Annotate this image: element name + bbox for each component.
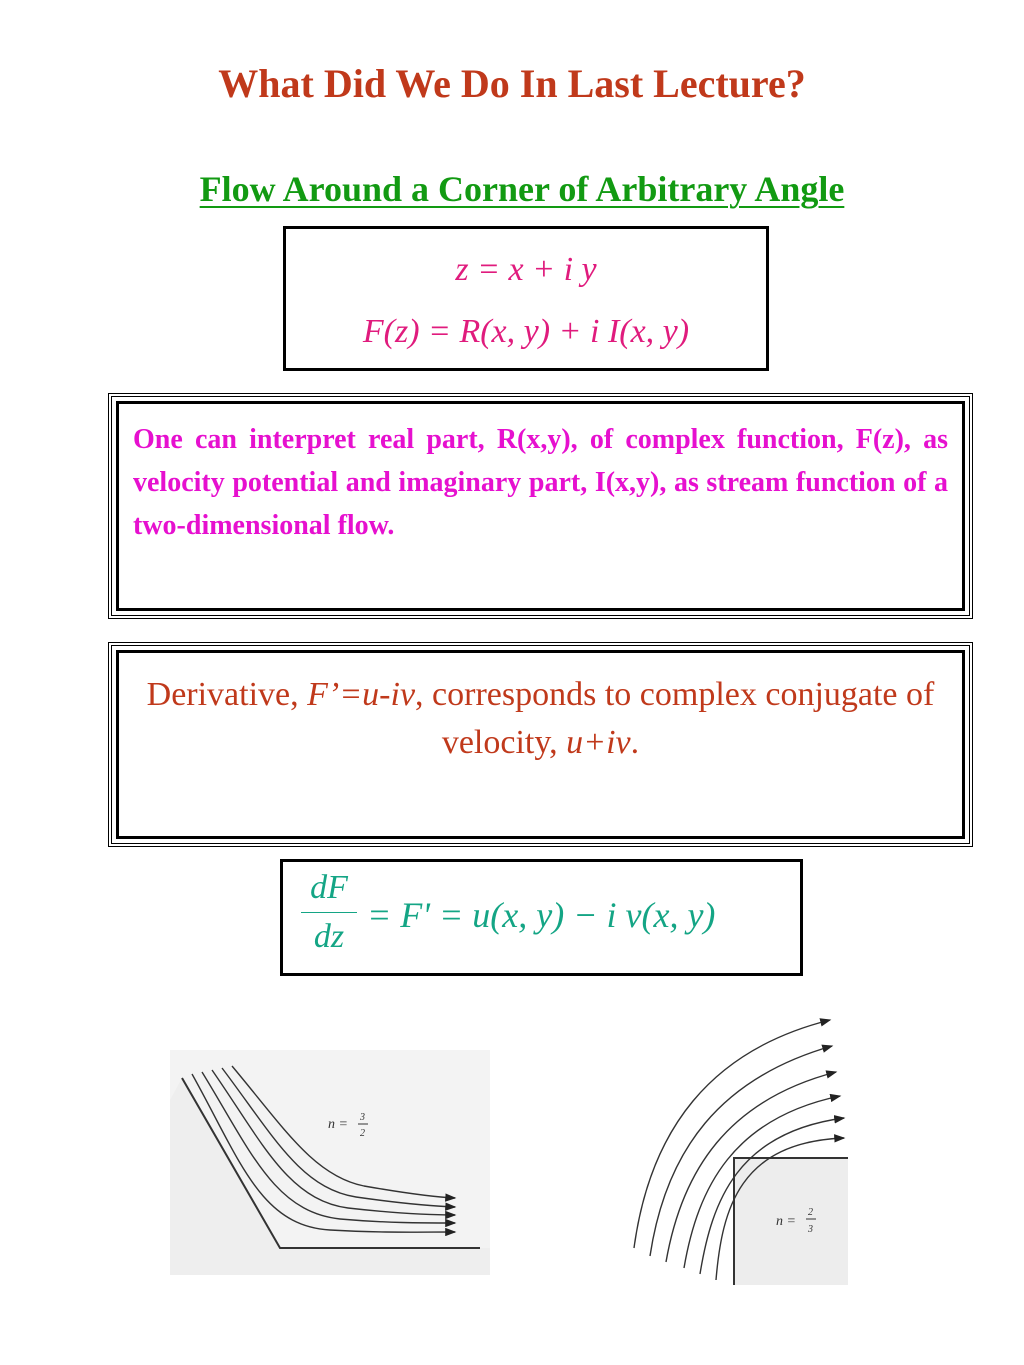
interpretation-inner-frame (116, 401, 965, 611)
fraction-denominator: dz (313, 918, 345, 955)
corner-flow-figure-n-3-2 (170, 1050, 490, 1275)
derivative-text-end: . (630, 724, 640, 761)
n-numerator-right: 2 (808, 1207, 813, 1218)
derivative-box (108, 642, 973, 847)
derivative-text-middle: , corresponds to complex conjugate of velocity, (415, 676, 935, 761)
derivative-equation-box (280, 859, 803, 976)
derivative-expression: F’=u-iv (307, 676, 416, 713)
derivative-equation-rhs: = F' = u(x, y) − i v(x, y) (367, 895, 716, 935)
complex-function-equation-box (283, 226, 769, 371)
n-denominator-left: 2 (360, 1128, 365, 1139)
n-label-left: n = (328, 1117, 348, 1132)
equation-z-definition: z = x + i y (455, 251, 597, 288)
n-numerator-left: 3 (360, 1112, 365, 1123)
section-subtitle: Flow Around a Corner of Arbitrary Angle (199, 169, 845, 209)
fraction-numerator: dF (310, 869, 348, 906)
dF-dz-fraction (301, 868, 357, 957)
derivative-inner-frame (116, 650, 965, 839)
interpretation-text: One can interpret real part, R(x,y), of complex function, F(z), as velocity potential and imaginary part, I(x,y), as stream function of a two-dimensional flow. (133, 424, 948, 541)
page-title: What Did We Do In Last Lecture? (218, 61, 806, 106)
n-label-right: n = (776, 1214, 796, 1229)
derivative-text (139, 671, 942, 767)
corner-flow-figure-n-2-3 (600, 1010, 850, 1285)
velocity-expression: u+iv (566, 724, 631, 761)
fraction-bar (301, 912, 357, 913)
derivative-text-before: Derivative, (146, 676, 308, 713)
interpretation-box (108, 393, 973, 619)
equation-f-definition: F(z) = R(x, y) + i I(x, y) (362, 313, 690, 350)
n-denominator-right: 3 (808, 1224, 813, 1235)
